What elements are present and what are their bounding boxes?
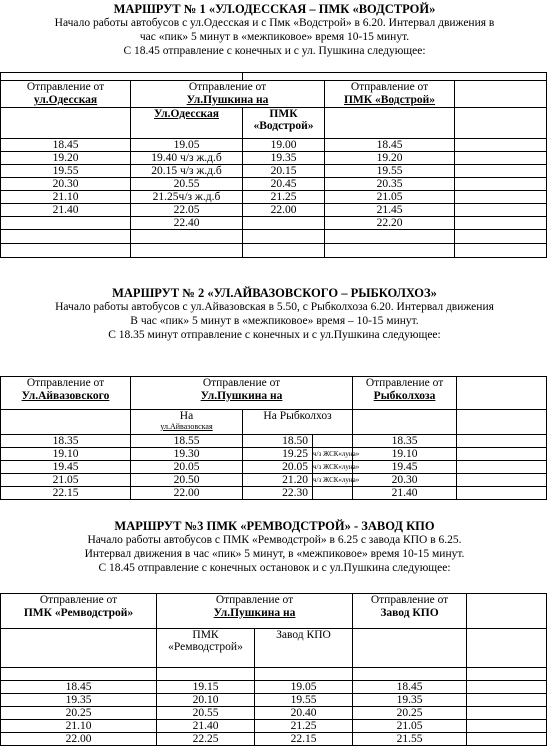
table-cell: 18.45 xyxy=(1,681,157,694)
table-row xyxy=(1,244,547,258)
table-cell: 21.40 xyxy=(157,720,255,733)
route-2-line3: С 18.35 минут отправление с конечных и с ул.Пушкина следующее: xyxy=(108,329,441,341)
table-cell xyxy=(467,629,547,668)
table-cell xyxy=(457,474,547,487)
table-cell xyxy=(325,244,455,258)
table-cell: ч/з ЖСК«луна» xyxy=(313,474,353,487)
table-cell xyxy=(467,720,547,733)
table-cell: 21.45 xyxy=(325,204,455,217)
table-row xyxy=(1,217,547,230)
route-2-title: МАРШРУТ № 2 «УЛ.АЙВАЗОВСКОГО – РЫБКОЛХОЗ» xyxy=(112,286,437,300)
table-cell: 19.20 xyxy=(1,152,131,165)
r2-sub2-label: На Рыбколхоз xyxy=(263,410,332,422)
table-cell: 20.25 xyxy=(1,707,157,720)
table-cell: 20.40 xyxy=(255,707,353,720)
table-cell: 21.05 xyxy=(325,191,455,204)
table-cell: 19.10 xyxy=(353,448,457,461)
r2-col4-header xyxy=(353,377,457,410)
table-cell xyxy=(455,230,547,244)
table-cell: 20.15 xyxy=(243,165,325,178)
route-1-line2: час «пик» 5 минут в «межпиковое» время 10-15 минут. xyxy=(139,31,410,43)
table-cell: 21.05 xyxy=(353,720,467,733)
table-row xyxy=(1,461,547,474)
table-cell: 18.35 xyxy=(1,435,131,448)
table-cell xyxy=(131,244,243,258)
r1-col4-header-line2: ПМК «Водстрой» xyxy=(343,94,436,106)
table-cell: 19.05 xyxy=(131,139,243,152)
table-cell: 22.30 xyxy=(243,487,313,500)
r3-mid-header xyxy=(157,594,353,629)
table-row xyxy=(1,487,547,500)
table-cell: 18.50 xyxy=(243,435,313,448)
table-row xyxy=(1,377,547,410)
table-row xyxy=(1,720,547,733)
table-row xyxy=(1,681,547,694)
table-cell xyxy=(255,668,353,681)
table-cell: 22.00 xyxy=(243,204,325,217)
table-cell: 20.50 xyxy=(131,474,243,487)
table-cell xyxy=(457,377,547,410)
table-cell: 18.45 xyxy=(325,139,455,152)
r1-sub1 xyxy=(131,108,243,139)
r2-col1-header-line2: Ул.Айвазовского xyxy=(21,390,110,402)
r2-sub1-line2: ул.Айвазовская xyxy=(160,422,213,431)
table-cell xyxy=(455,217,547,230)
table-cell: 19.20 xyxy=(325,152,455,165)
table-cell xyxy=(457,435,547,448)
r2-sub1 xyxy=(131,410,243,435)
table-row xyxy=(1,707,547,720)
table-cell: 19.35 xyxy=(353,694,467,707)
table-cell xyxy=(455,178,547,191)
r2-col1-header xyxy=(1,377,131,410)
table-cell xyxy=(1,108,131,139)
table-cell xyxy=(243,244,325,258)
table-cell: 21.25 xyxy=(243,191,325,204)
table-cell: 19.05 xyxy=(255,681,353,694)
table-cell: 19.45 xyxy=(353,461,457,474)
table-cell xyxy=(467,668,547,681)
r3-sub2 xyxy=(255,629,353,668)
r1-col1-header-line1: Отправление от xyxy=(26,81,105,93)
table-row xyxy=(1,629,547,668)
table-cell: 19.30 xyxy=(131,448,243,461)
r1-col4-header xyxy=(325,81,455,108)
route-1-line3: С 18.45 отправление с конечных и с ул. Пушкина следующее: xyxy=(123,45,426,57)
table-cell: 18.45 xyxy=(353,681,467,694)
table-cell: 20.15 ч/з ж.д.б xyxy=(131,165,243,178)
r1-mid-header-line1: Отправление от xyxy=(188,81,267,93)
table-cell xyxy=(1,217,131,230)
route-1-table xyxy=(0,72,547,258)
table-cell: 22.00 xyxy=(131,487,243,500)
table-cell: 22.20 xyxy=(325,217,455,230)
table-cell: 20.10 xyxy=(157,694,255,707)
table-cell: 22.15 xyxy=(255,733,353,746)
table-cell: 18.45 xyxy=(1,139,131,152)
table-cell xyxy=(457,448,547,461)
r2-sub1-line1: На xyxy=(179,410,194,422)
table-cell xyxy=(131,230,243,244)
table-cell xyxy=(457,487,547,500)
table-cell: 21.55 xyxy=(353,733,467,746)
table-row xyxy=(1,448,547,461)
table-cell: 19.15 xyxy=(157,681,255,694)
r1-mid-header xyxy=(131,81,325,108)
table-cell xyxy=(1,410,131,435)
table-cell xyxy=(455,152,547,165)
r1-col1-header-line2: ул.Одесская xyxy=(33,94,98,106)
table-cell xyxy=(457,461,547,474)
table-cell xyxy=(467,707,547,720)
r3-mid-header-line2: Ул.Пушкина на xyxy=(213,607,296,619)
table-cell xyxy=(455,139,547,152)
table-cell: 19.00 xyxy=(243,139,325,152)
table-cell: 21.40 xyxy=(353,487,457,500)
table-cell xyxy=(1,244,131,258)
table-row xyxy=(1,191,547,204)
table-cell: 21.25 xyxy=(255,720,353,733)
table-cell xyxy=(243,230,325,244)
route-3-line2: Интервал движения в час «пик» 5 минут, в «межпиковое» время 10-15 минут. xyxy=(84,548,465,560)
table-cell xyxy=(467,594,547,629)
table-cell: 18.35 xyxy=(353,435,457,448)
table-cell: 19.10 xyxy=(1,448,131,461)
table-cell: 19.55 xyxy=(1,165,131,178)
table-cell: 20.30 xyxy=(1,178,131,191)
table-row xyxy=(1,474,547,487)
table-row xyxy=(1,204,547,217)
table-cell xyxy=(325,230,455,244)
table-row xyxy=(1,81,547,108)
table-cell: 21.25ч/з ж.д.б xyxy=(131,191,243,204)
table-row xyxy=(1,410,547,435)
table-row xyxy=(1,694,547,707)
table-cell xyxy=(455,244,547,258)
table-cell xyxy=(467,694,547,707)
table-cell xyxy=(455,204,547,217)
table-cell xyxy=(455,81,547,108)
r3-sub1-line1: ПМК xyxy=(192,629,219,641)
table-cell xyxy=(313,487,353,500)
route-3-line3: С 18.45 отправление с конечных остановок и с ул.Пушкина следующее: xyxy=(98,562,451,574)
route-2-header xyxy=(0,286,549,342)
r3-col1-header xyxy=(1,594,157,629)
r3-col1-header-line2: ПМК «Ремводстрой» xyxy=(23,607,134,619)
table-cell: 18.55 xyxy=(131,435,243,448)
table-cell: 20.30 xyxy=(353,474,457,487)
table-cell: 21.10 xyxy=(1,720,157,733)
r1-sub1-label: Ул.Одесская xyxy=(154,108,219,120)
table-row xyxy=(1,594,547,629)
table-cell: 22.05 xyxy=(131,204,243,217)
table-cell xyxy=(243,73,547,81)
route-2-line2: В час «пик» 5 минут в «межпиковое» время – 10-15 минут. xyxy=(130,315,419,327)
route-3-title: МАРШРУТ №3 ПМК «РЕМВОДСТРОЙ» - ЗАВОД КПО xyxy=(114,519,435,533)
r1-sub2 xyxy=(243,108,325,139)
table-cell: 22.25 xyxy=(157,733,255,746)
r3-mid-header-line1: Отправление от xyxy=(215,594,294,606)
r3-col4-header-line1: Отправление от xyxy=(370,594,449,606)
table-cell xyxy=(353,629,467,668)
table-cell: ч/з ЖСК«луна» xyxy=(313,448,353,461)
route-3-table xyxy=(0,593,547,746)
table-cell xyxy=(1,73,243,81)
route-1-line1: Начало работы автобусов с ул.Одесская и с Пмк «Водстрой» в 6.20. Интервал движения в xyxy=(54,17,495,29)
route-2-table xyxy=(0,376,547,500)
table-row xyxy=(1,435,547,448)
table-cell: 19.25 xyxy=(243,448,313,461)
table-row xyxy=(1,178,547,191)
r3-col4-header-line2: Завод КПО xyxy=(380,607,439,619)
table-cell xyxy=(455,165,547,178)
route-3-line1: Начало работы автобусов с ПМК «Ремводстрой» в 6.25 с завода КПО в 6.25. xyxy=(87,534,462,546)
r2-col4-header-line1: Отправление от xyxy=(365,377,444,389)
table-cell: 19.55 xyxy=(255,694,353,707)
r2-sub2 xyxy=(243,410,353,435)
table-cell: 21.40 xyxy=(1,204,131,217)
r3-col4-header xyxy=(353,594,467,629)
r2-col4-header-line2: Рыбколхоза xyxy=(373,390,436,402)
table-cell xyxy=(353,668,467,681)
table-cell: 19.35 xyxy=(1,694,157,707)
table-cell: 20.55 xyxy=(157,707,255,720)
r3-sub1-line2: «Ремводстрой» xyxy=(168,641,243,653)
table-cell xyxy=(353,410,457,435)
table-cell xyxy=(467,681,547,694)
table-cell: 20.05 xyxy=(131,461,243,474)
r2-col1-header-line1: Отправление от xyxy=(26,377,105,389)
r2-mid-header-line1: Отправление от xyxy=(202,377,281,389)
table-row xyxy=(1,165,547,178)
r1-sub2-line1: ПМК xyxy=(269,108,298,120)
table-cell xyxy=(1,629,157,668)
route-2-line1: Начало работы автобусов с ул.Айвазовская в 5.50, с Рыбколхоза 6.20. Интервал движения xyxy=(55,301,494,313)
r1-mid-header-line2: Ул.Пушкина на xyxy=(186,94,269,106)
r1-col1-header xyxy=(1,81,131,108)
table-cell: 19.35 xyxy=(243,152,325,165)
table-cell: 22.15 xyxy=(1,487,131,500)
table-cell: 19.55 xyxy=(325,165,455,178)
r2-mid-header-line2: Ул.Пушкина на xyxy=(200,390,283,402)
table-cell: 21.10 xyxy=(1,191,131,204)
table-cell: 20.55 xyxy=(131,178,243,191)
table-cell: 22.00 xyxy=(1,733,157,746)
table-cell xyxy=(1,668,157,681)
table-cell: 20.05 xyxy=(243,461,313,474)
r2-mid-header xyxy=(131,377,353,410)
table-cell xyxy=(157,668,255,681)
table-cell xyxy=(313,435,353,448)
table-cell: ч/з ЖСК«луна» xyxy=(313,461,353,474)
r1-sub2-line2: «Водстрой» xyxy=(253,120,314,132)
table-cell xyxy=(455,108,547,139)
table-cell: 20.45 xyxy=(243,178,325,191)
table-cell: 22.40 xyxy=(131,217,243,230)
table-cell xyxy=(325,108,455,139)
route-3-header xyxy=(0,519,549,575)
table-cell xyxy=(457,410,547,435)
table-cell xyxy=(467,733,547,746)
table-cell xyxy=(243,217,325,230)
table-cell xyxy=(1,230,131,244)
route-1-title: МАРШРУТ № 1 «УЛ.ОДЕССКАЯ – ПМК «ВОДСТРОЙ» xyxy=(113,2,436,16)
table-row xyxy=(1,73,547,81)
table-cell: 20.25 xyxy=(353,707,467,720)
table-row xyxy=(1,152,547,165)
table-cell: 21.05 xyxy=(1,474,131,487)
route-1-header xyxy=(0,0,549,58)
r3-sub2-label: Завод КПО xyxy=(276,629,331,641)
r1-col4-header-line1: Отправление от xyxy=(350,81,429,93)
table-row xyxy=(1,733,547,746)
table-cell xyxy=(455,191,547,204)
table-cell: 19.40 ч/з ж.д.б xyxy=(131,152,243,165)
r3-sub1 xyxy=(157,629,255,668)
table-cell: 19.45 xyxy=(1,461,131,474)
table-cell: 20.35 xyxy=(325,178,455,191)
table-row xyxy=(1,139,547,152)
table-row xyxy=(1,668,547,681)
table-cell: 21.20 xyxy=(243,474,313,487)
table-row xyxy=(1,108,547,139)
table-row xyxy=(1,230,547,244)
r3-col1-header-line1: Отправление от xyxy=(39,594,118,606)
